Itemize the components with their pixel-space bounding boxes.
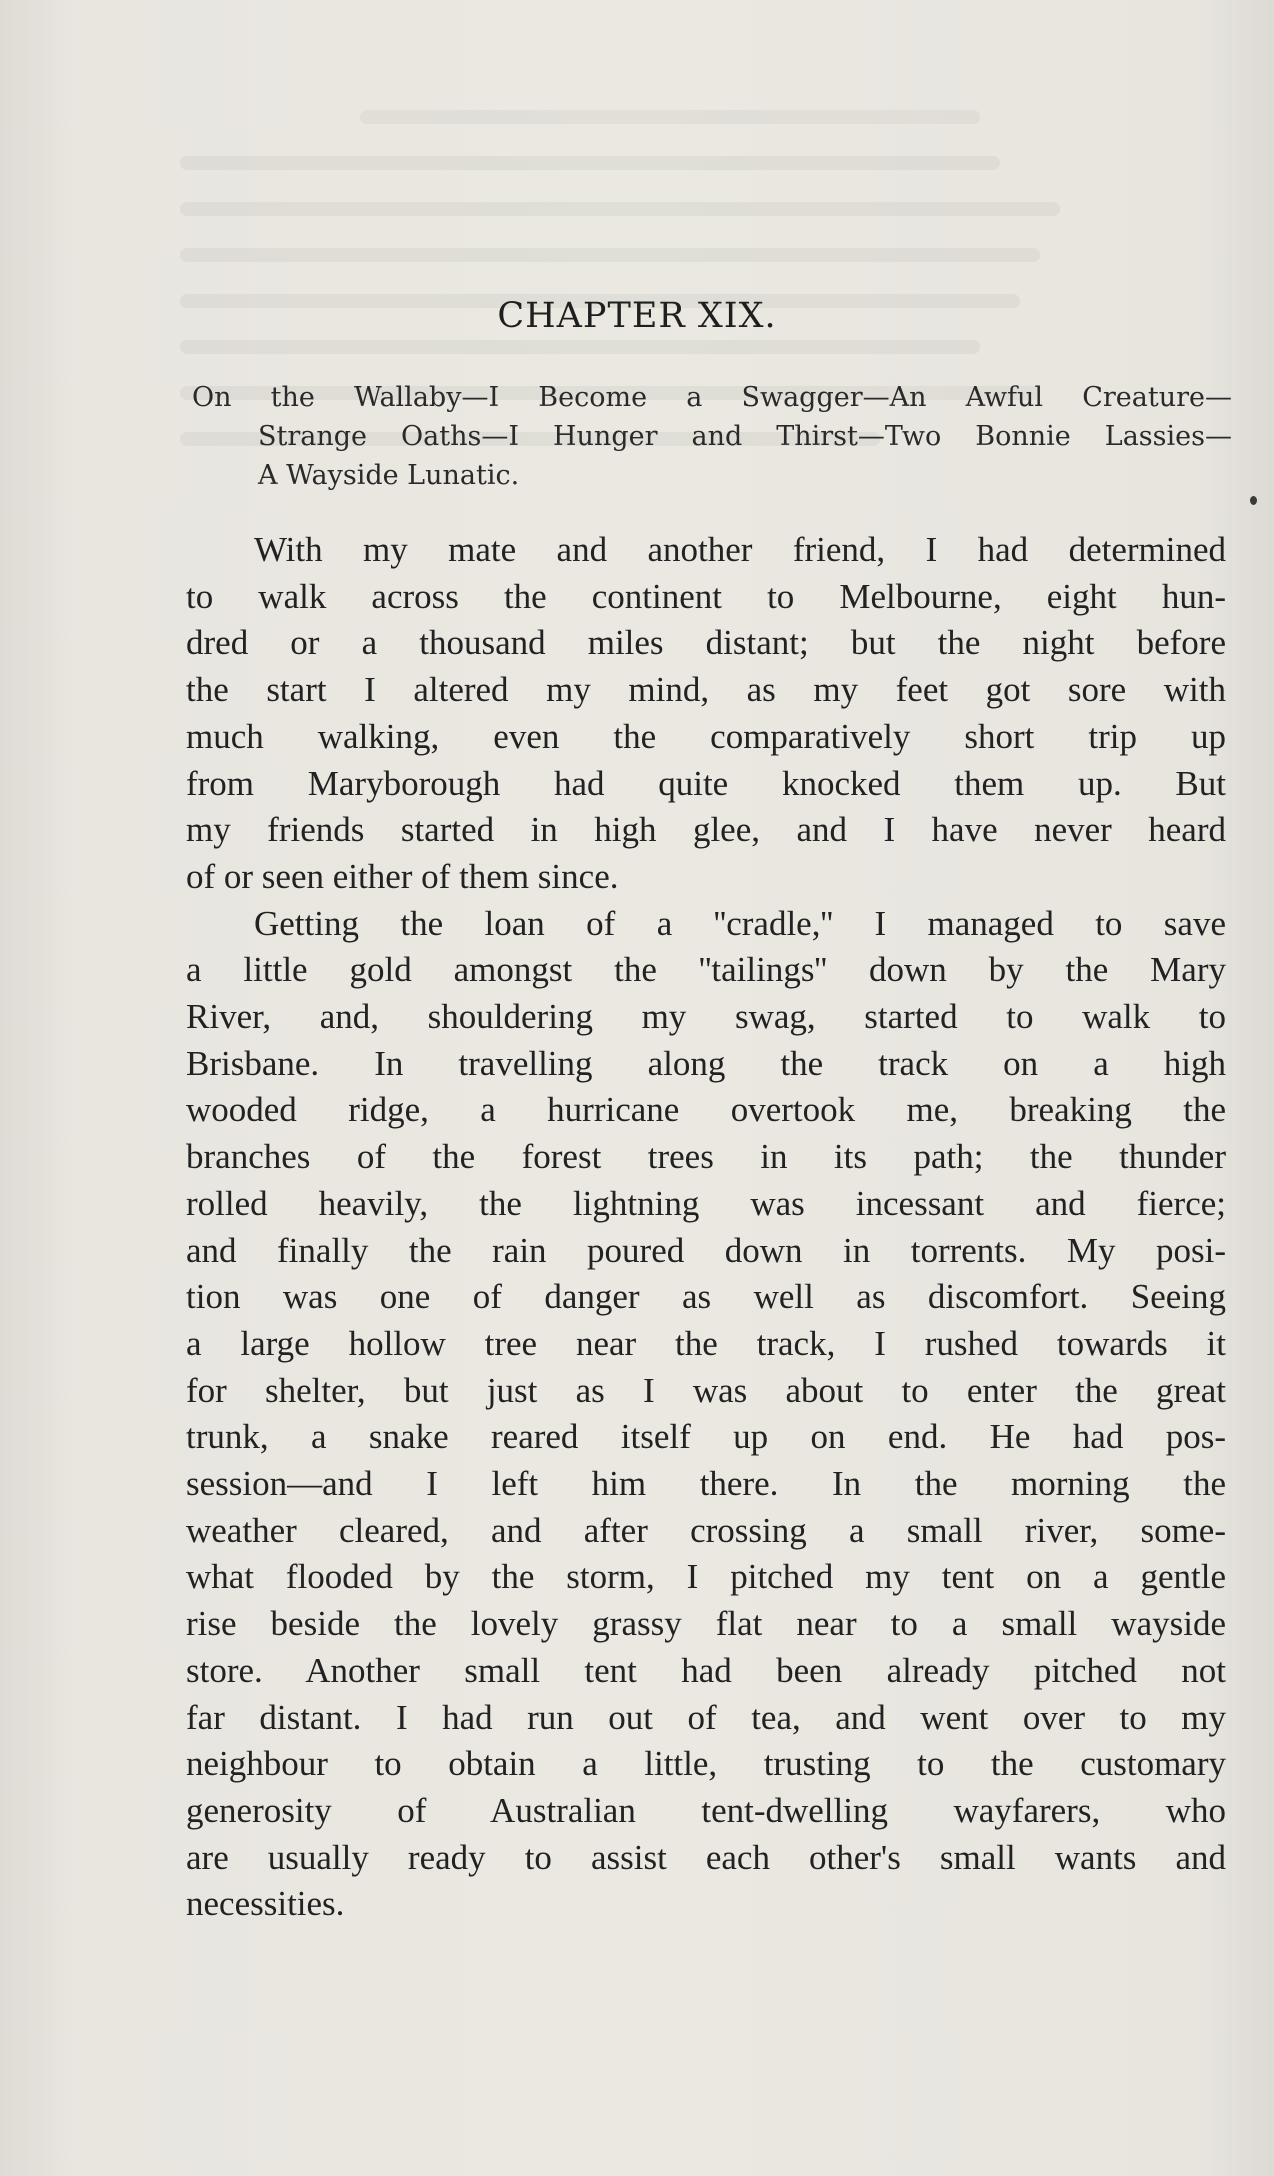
text-line: from Maryborough had quite knocked them up. But — [186, 763, 1226, 803]
text-line: dred or a thousand miles distant; but the night before — [186, 623, 1226, 663]
synopsis-line: On the Wallaby—I Become a Swagger—An Awful Creature— — [192, 382, 1232, 413]
text-line: what flooded by the storm, I pitched my tent on a gentle — [186, 1557, 1226, 1597]
text-line: River, and, shouldering my swag, started to walk to — [186, 997, 1226, 1037]
text-line: of or seen either of them since. — [186, 856, 619, 896]
text-line: to walk across the continent to Melbourne, eight hun- — [186, 576, 1226, 616]
chapter-synopsis — [192, 378, 1232, 495]
text-line: are usually ready to assist each other's small wants and — [186, 1837, 1226, 1877]
text-line: trunk, a snake reared itself up on end. He had pos- — [186, 1417, 1226, 1457]
text-line: generosity of Australian tent-dwelling wayfarers, who — [186, 1790, 1226, 1830]
text-line: and finally the rain poured down in torrents. My posi- — [186, 1230, 1226, 1270]
text-line: Getting the loan of a ''cradle,'' I managed to save — [254, 903, 1226, 943]
text-line: a little gold amongst the ''tailings'' down by the Mary — [186, 950, 1226, 990]
text-line: neighbour to obtain a little, trusting to the customary — [186, 1744, 1226, 1784]
synopsis-line: Strange Oaths—I Hunger and Thirst—Two Bonnie Lassies— — [258, 421, 1232, 452]
text-line: With my mate and another friend, I had determined — [254, 530, 1226, 569]
text-line: weather cleared, and after crossing a small river, some- — [186, 1510, 1226, 1550]
text-line: branches of the forest trees in its path; the thunder — [186, 1137, 1226, 1177]
text-line: tion was one of danger as well as discomfort. Seeing — [186, 1277, 1226, 1317]
chapter-title: CHAPTER XIX. — [497, 296, 777, 336]
text-line: rolled heavily, the lightning was incessant and fierce; — [186, 1183, 1226, 1223]
text-line: the start I altered my mind, as my feet got sore with — [186, 670, 1226, 710]
paragraph-1 — [186, 527, 1226, 901]
text-line: much walking, even the comparatively short trip up — [186, 716, 1226, 756]
text-line: a large hollow tree near the track, I rushed towards it — [186, 1323, 1226, 1363]
text-line: rise beside the lovely grassy flat near to a small wayside — [186, 1604, 1226, 1644]
chapter-body — [186, 527, 1226, 1928]
text-line: for shelter, but just as I was about to enter the great — [186, 1370, 1226, 1410]
text-line: store. Another small tent had been already pitched not — [186, 1650, 1226, 1690]
text-line: Brisbane. In travelling along the track on a high — [186, 1043, 1226, 1083]
text-line: my friends started in high glee, and I have never heard — [186, 810, 1226, 850]
paragraph-2 — [186, 901, 1226, 1928]
ink-speck — [1250, 496, 1257, 505]
text-line: wooded ridge, a hurricane overtook me, breaking the — [186, 1090, 1226, 1130]
synopsis-line: A Wayside Lunatic. — [258, 460, 520, 491]
text-line: far distant. I had run out of tea, and went over to my — [186, 1697, 1226, 1737]
text-line: session—and I left him there. In the morning the — [186, 1464, 1226, 1504]
text-line: necessities. — [186, 1884, 345, 1924]
